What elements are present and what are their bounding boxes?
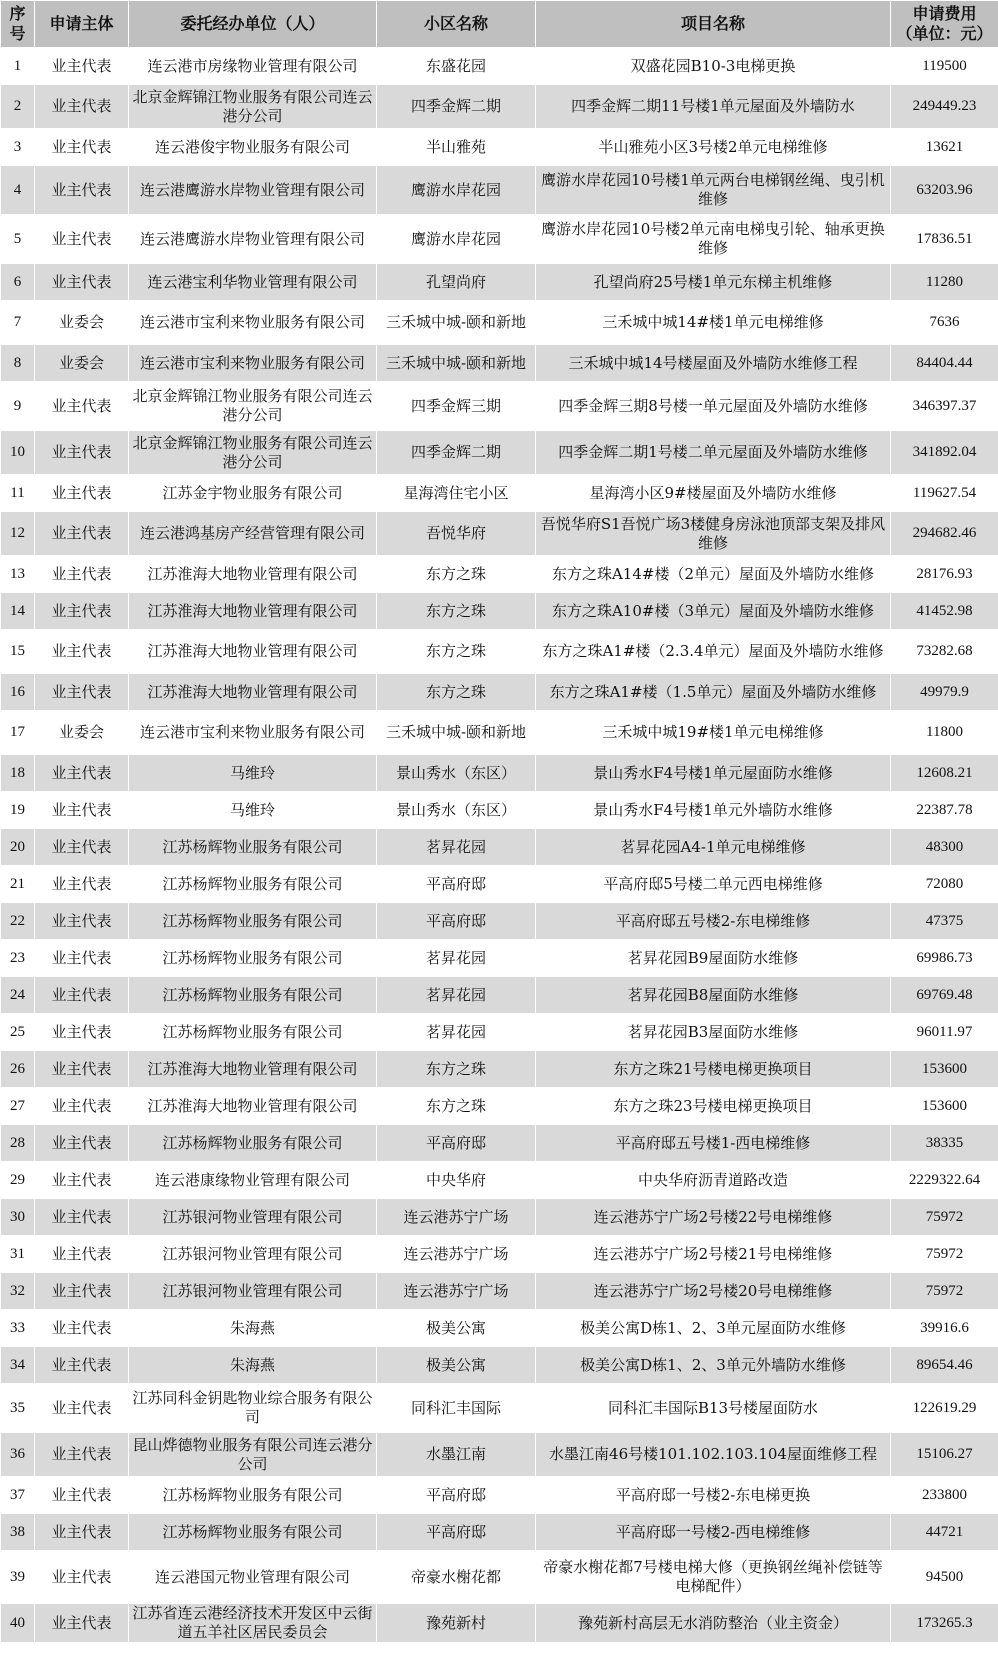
cell-index: 34 [1,1347,35,1384]
cell-applicant: 业主代表 [35,1384,129,1433]
cell-index: 38 [1,1514,35,1551]
cell-community: 茗昇花园 [377,1014,536,1051]
cell-applicant: 业主代表 [35,1551,129,1604]
cell-index: 19 [1,792,35,829]
cell-index: 24 [1,977,35,1014]
table-row [1,1199,998,1236]
cell-index: 33 [1,1310,35,1347]
cell-fee: 11800 [891,711,998,755]
cell-project: 平高府邸一号楼2-东电梯更换 [536,1477,891,1514]
cell-applicant: 业主代表 [35,1310,129,1347]
cell-community: 连云港苏宁广场 [377,1273,536,1310]
cell-project: 东方之珠A1#楼（2.3.4单元）屋面及外墙防水维修 [536,630,891,674]
cell-index: 17 [1,711,35,755]
cell-agent: 连云港国元物业管理有限公司 [129,1551,377,1604]
cell-applicant: 业主代表 [35,1014,129,1051]
cell-applicant: 业主代表 [35,48,129,85]
cell-fee: 73282.68 [891,630,998,674]
cell-community: 四季金辉二期 [377,85,536,129]
table-row [1,792,998,829]
cell-community: 中央华府 [377,1162,536,1199]
cell-fee: 38335 [891,1125,998,1162]
cell-fee: 39916.6 [891,1310,998,1347]
cell-community: 四季金辉二期 [377,431,536,475]
cell-agent: 江苏杨辉物业服务有限公司 [129,977,377,1014]
cell-index: 9 [1,382,35,431]
table-row [1,1014,998,1051]
cell-index: 40 [1,1604,35,1643]
header-fee: 申请费用 （单位：元） [891,1,998,48]
table-row [1,85,998,129]
table-row [1,755,998,792]
cell-fee: 173265.3 [891,1604,998,1643]
cell-index: 27 [1,1088,35,1125]
header-index: 序号 [1,1,35,48]
cell-agent: 连云港市宝利来物业服务有限公司 [129,711,377,755]
cell-agent: 连云港市宝利来物业服务有限公司 [129,345,377,382]
cell-index: 11 [1,475,35,512]
cell-agent: 连云港市宝利来物业服务有限公司 [129,301,377,345]
cell-agent: 北京金辉锦江物业服务有限公司连云港分公司 [129,382,377,431]
table-row [1,264,998,301]
cell-community: 平高府邸 [377,1477,536,1514]
cell-project: 茗昇花园B9屋面防水维修 [536,940,891,977]
cell-project: 孔望尚府25号楼1单元东梯主机维修 [536,264,891,301]
cell-project: 茗昇花园B8屋面防水维修 [536,977,891,1014]
cell-applicant: 业主代表 [35,129,129,166]
cell-index: 37 [1,1477,35,1514]
table-row [1,1433,998,1477]
cell-community: 平高府邸 [377,1514,536,1551]
cell-fee: 11280 [891,264,998,301]
cell-fee: 47375 [891,903,998,940]
cell-agent: 朱海燕 [129,1310,377,1347]
cell-applicant: 业主代表 [35,1051,129,1088]
cell-applicant: 业主代表 [35,630,129,674]
cell-applicant: 业主代表 [35,1477,129,1514]
cell-applicant: 业主代表 [35,215,129,264]
cell-fee: 89654.46 [891,1347,998,1384]
cell-agent: 江苏淮海大地物业管理有限公司 [129,1088,377,1125]
cell-project: 四季金辉二期1号楼二单元屋面及外墙防水维修 [536,431,891,475]
cell-project: 三禾城中城19#楼1单元电梯维修 [536,711,891,755]
cell-index: 26 [1,1051,35,1088]
cell-agent: 江苏杨辉物业服务有限公司 [129,1014,377,1051]
cell-index: 35 [1,1384,35,1433]
cell-index: 12 [1,512,35,556]
cell-project: 星海湾小区9#楼屋面及外墙防水维修 [536,475,891,512]
cell-applicant: 业主代表 [35,1273,129,1310]
cell-fee: 119627.54 [891,475,998,512]
table-row [1,129,998,166]
cell-agent: 连云港康缘物业管理有限公司 [129,1162,377,1199]
cell-applicant: 业主代表 [35,674,129,711]
cell-agent: 连云港俊宇物业服务有限公司 [129,129,377,166]
cell-project: 平高府邸五号楼1-西电梯维修 [536,1125,891,1162]
cell-index: 2 [1,85,35,129]
cell-index: 28 [1,1125,35,1162]
cell-applicant: 业主代表 [35,829,129,866]
table-row [1,1310,998,1347]
cell-project: 水墨江南46号楼101.102.103.104屋面维修工程 [536,1433,891,1477]
cell-agent: 江苏杨辉物业服务有限公司 [129,1514,377,1551]
table-row [1,674,998,711]
table-row [1,48,998,85]
cell-project: 四季金辉三期8号楼一单元屋面及外墙防水维修 [536,382,891,431]
cell-agent: 江苏淮海大地物业管理有限公司 [129,556,377,593]
cell-agent: 江苏淮海大地物业管理有限公司 [129,1051,377,1088]
cell-fee: 69769.48 [891,977,998,1014]
cell-fee: 346397.37 [891,382,998,431]
cell-project: 平高府邸一号楼2-西电梯维修 [536,1514,891,1551]
table-row [1,1273,998,1310]
cell-project: 景山秀水F4号楼1单元外墙防水维修 [536,792,891,829]
cell-index: 6 [1,264,35,301]
header-community: 小区名称 [377,1,536,48]
cell-project: 同科汇丰国际B13号楼屋面防水 [536,1384,891,1433]
cell-index: 7 [1,301,35,345]
cell-community: 东方之珠 [377,1088,536,1125]
table-row [1,1162,998,1199]
cell-fee: 233800 [891,1477,998,1514]
cell-community: 同科汇丰国际 [377,1384,536,1433]
cell-applicant: 业委会 [35,345,129,382]
cell-agent: 连云港鹰游水岸物业管理有限公司 [129,166,377,215]
cell-applicant: 业主代表 [35,1162,129,1199]
cell-fee: 75972 [891,1199,998,1236]
cell-agent: 连云港市房缘物业管理有限公司 [129,48,377,85]
cell-applicant: 业主代表 [35,977,129,1014]
cell-agent: 马维玲 [129,755,377,792]
cell-project: 连云港苏宁广场2号楼22号电梯维修 [536,1199,891,1236]
cell-community: 三禾城中城-颐和新地 [377,301,536,345]
cell-applicant: 业主代表 [35,940,129,977]
table-row [1,866,998,903]
cell-agent: 北京金辉锦江物业服务有限公司连云港分公司 [129,431,377,475]
cell-community: 极美公寓 [377,1310,536,1347]
cell-community: 东方之珠 [377,630,536,674]
cell-agent: 江苏杨辉物业服务有限公司 [129,866,377,903]
cell-project: 极美公寓D栋1、2、3单元屋面防水维修 [536,1310,891,1347]
table-row [1,1236,998,1273]
cell-fee: 119500 [891,48,998,85]
cell-fee: 341892.04 [891,431,998,475]
cell-fee: 69986.73 [891,940,998,977]
cell-project: 极美公寓D栋1、2、3单元外墙防水维修 [536,1347,891,1384]
cell-community: 四季金辉三期 [377,382,536,431]
cell-applicant: 业主代表 [35,593,129,630]
cell-agent: 江苏省连云港经济技术开发区中云街道五羊社区居民委员会 [129,1604,377,1643]
table-row [1,215,998,264]
cell-index: 8 [1,345,35,382]
table-row [1,711,998,755]
header-row [1,1,998,48]
cell-applicant: 业主代表 [35,264,129,301]
cell-community: 豫苑新村 [377,1604,536,1643]
cell-fee: 94500 [891,1551,998,1604]
cell-agent: 江苏金宇物业服务有限公司 [129,475,377,512]
cell-index: 22 [1,903,35,940]
cell-project: 连云港苏宁广场2号楼21号电梯维修 [536,1236,891,1273]
cell-index: 16 [1,674,35,711]
cell-fee: 75972 [891,1236,998,1273]
cell-applicant: 业主代表 [35,792,129,829]
table-row [1,556,998,593]
cell-index: 15 [1,630,35,674]
cell-index: 10 [1,431,35,475]
header-project: 项目名称 [536,1,891,48]
cell-project: 东方之珠21号楼电梯更换项目 [536,1051,891,1088]
cell-project: 东方之珠A1#楼（1.5单元）屋面及外墙防水维修 [536,674,891,711]
cell-applicant: 业主代表 [35,166,129,215]
cell-fee: 7636 [891,301,998,345]
table-row [1,166,998,215]
cell-community: 东方之珠 [377,674,536,711]
cell-fee: 2229322.64 [891,1162,998,1199]
cell-agent: 江苏杨辉物业服务有限公司 [129,1477,377,1514]
cell-community: 连云港苏宁广场 [377,1236,536,1273]
cell-agent: 江苏杨辉物业服务有限公司 [129,1125,377,1162]
table-row [1,1125,998,1162]
cell-applicant: 业主代表 [35,1236,129,1273]
table-row [1,431,998,475]
cell-community: 吾悦华府 [377,512,536,556]
cell-fee: 22387.78 [891,792,998,829]
cell-community: 景山秀水（东区） [377,792,536,829]
cell-community: 三禾城中城-颐和新地 [377,711,536,755]
table-row [1,903,998,940]
table-row [1,1384,998,1433]
cell-agent: 江苏淮海大地物业管理有限公司 [129,593,377,630]
cell-fee: 153600 [891,1051,998,1088]
cell-project: 茗昇花园B3屋面防水维修 [536,1014,891,1051]
cell-index: 1 [1,48,35,85]
cell-index: 13 [1,556,35,593]
cell-applicant: 业主代表 [35,382,129,431]
cell-community: 平高府邸 [377,1125,536,1162]
cell-agent: 北京金辉锦江物业服务有限公司连云港分公司 [129,85,377,129]
cell-fee: 41452.98 [891,593,998,630]
cell-community: 东方之珠 [377,1051,536,1088]
table-row [1,301,998,345]
table-row [1,345,998,382]
cell-agent: 江苏银河物业管理有限公司 [129,1199,377,1236]
cell-applicant: 业委会 [35,301,129,345]
cell-agent: 江苏杨辉物业服务有限公司 [129,940,377,977]
cell-community: 极美公寓 [377,1347,536,1384]
cell-applicant: 业主代表 [35,1347,129,1384]
cell-agent: 朱海燕 [129,1347,377,1384]
cell-index: 29 [1,1162,35,1199]
cell-applicant: 业主代表 [35,866,129,903]
cell-fee: 249449.23 [891,85,998,129]
cell-index: 21 [1,866,35,903]
cell-index: 31 [1,1236,35,1273]
cell-applicant: 业主代表 [35,1125,129,1162]
cell-community: 半山雅苑 [377,129,536,166]
cell-fee: 17836.51 [891,215,998,264]
cell-index: 18 [1,755,35,792]
cell-community: 平高府邸 [377,903,536,940]
cell-agent: 江苏杨辉物业服务有限公司 [129,903,377,940]
cell-community: 东方之珠 [377,556,536,593]
cell-project: 吾悦华府S1吾悦广场3楼健身房泳池顶部支架及排风维修 [536,512,891,556]
table-row [1,1088,998,1125]
cell-fee: 49979.9 [891,674,998,711]
cell-community: 茗昇花园 [377,829,536,866]
cell-agent: 江苏银河物业管理有限公司 [129,1273,377,1310]
cell-index: 23 [1,940,35,977]
cell-project: 中央华府沥青道路改造 [536,1162,891,1199]
cell-project: 豫苑新村高层无水消防整治（业主资金） [536,1604,891,1643]
cell-applicant: 业主代表 [35,512,129,556]
cell-fee: 84404.44 [891,345,998,382]
cell-index: 36 [1,1433,35,1477]
cell-fee: 28176.93 [891,556,998,593]
header-agent: 委托经办单位（人） [129,1,377,48]
cell-agent: 连云港宝利华物业管理有限公司 [129,264,377,301]
cell-index: 25 [1,1014,35,1051]
cell-applicant: 业主代表 [35,903,129,940]
cell-applicant: 业主代表 [35,1604,129,1643]
cell-project: 帝豪水榭花都7号楼电梯大修（更换钢丝绳补偿链等电梯配件） [536,1551,891,1604]
table-body [1,48,998,1643]
table-row [1,1051,998,1088]
cell-index: 30 [1,1199,35,1236]
cell-fee: 96011.97 [891,1014,998,1051]
cell-community: 鹰游水岸花园 [377,215,536,264]
cell-index: 32 [1,1273,35,1310]
cell-applicant: 业主代表 [35,1199,129,1236]
cell-agent: 昆山烨德物业服务有限公司连云港分公司 [129,1433,377,1477]
cell-fee: 48300 [891,829,998,866]
cell-project: 鹰游水岸花园10号楼1单元两台电梯钢丝绳、曳引机维修 [536,166,891,215]
cell-applicant: 业主代表 [35,1088,129,1125]
cell-index: 39 [1,1551,35,1604]
table-row [1,977,998,1014]
cell-index: 5 [1,215,35,264]
cell-project: 东方之珠23号楼电梯更换项目 [536,1088,891,1125]
cell-fee: 12608.21 [891,755,998,792]
table-row [1,1347,998,1384]
cell-community: 景山秀水（东区） [377,755,536,792]
cell-agent: 连云港鹰游水岸物业管理有限公司 [129,215,377,264]
cell-agent: 江苏淮海大地物业管理有限公司 [129,630,377,674]
cell-project: 双盛花园B10-3电梯更换 [536,48,891,85]
cell-agent: 江苏淮海大地物业管理有限公司 [129,674,377,711]
table-row [1,630,998,674]
table-row [1,1477,998,1514]
cell-project: 平高府邸五号楼2-东电梯维修 [536,903,891,940]
cell-community: 星海湾住宅小区 [377,475,536,512]
cell-index: 20 [1,829,35,866]
cell-community: 鹰游水岸花园 [377,166,536,215]
cell-community: 平高府邸 [377,866,536,903]
table-row [1,940,998,977]
cell-fee: 63203.96 [891,166,998,215]
cell-fee: 72080 [891,866,998,903]
cell-applicant: 业主代表 [35,755,129,792]
cell-agent: 江苏同科金钥匙物业综合服务有限公司 [129,1384,377,1433]
cell-agent: 连云港鸿基房产经营管理有限公司 [129,512,377,556]
cell-project: 茗昇花园A4-1单元电梯维修 [536,829,891,866]
cell-project: 鹰游水岸花园10号楼2单元南电梯曳引轮、轴承更换维修 [536,215,891,264]
cell-project: 三禾城中城14#楼1单元电梯维修 [536,301,891,345]
cell-community: 水墨江南 [377,1433,536,1477]
cell-project: 连云港苏宁广场2号楼20号电梯维修 [536,1273,891,1310]
cell-applicant: 业主代表 [35,85,129,129]
cell-applicant: 业委会 [35,711,129,755]
cell-community: 东盛花园 [377,48,536,85]
table-row [1,1551,998,1604]
cell-applicant: 业主代表 [35,475,129,512]
cell-fee: 122619.29 [891,1384,998,1433]
table-row [1,382,998,431]
table-row [1,829,998,866]
cell-community: 三禾城中城-颐和新地 [377,345,536,382]
cell-agent: 江苏杨辉物业服务有限公司 [129,829,377,866]
cell-project: 三禾城中城14号楼屋面及外墙防水维修工程 [536,345,891,382]
cell-fee: 44721 [891,1514,998,1551]
cell-community: 孔望尚府 [377,264,536,301]
table-row [1,593,998,630]
cell-community: 连云港苏宁广场 [377,1199,536,1236]
header-applicant: 申请主体 [35,1,129,48]
cell-index: 14 [1,593,35,630]
cell-index: 4 [1,166,35,215]
cell-project: 东方之珠A10#楼（3单元）屋面及外墙防水维修 [536,593,891,630]
cell-project: 东方之珠A14#楼（2单元）屋面及外墙防水维修 [536,556,891,593]
cell-project: 平高府邸5号楼二单元西电梯维修 [536,866,891,903]
cell-agent: 江苏银河物业管理有限公司 [129,1236,377,1273]
cell-community: 茗昇花园 [377,977,536,1014]
cell-fee: 15106.27 [891,1433,998,1477]
cell-applicant: 业主代表 [35,431,129,475]
cell-applicant: 业主代表 [35,1433,129,1477]
table-row [1,1514,998,1551]
cell-community: 帝豪水榭花都 [377,1551,536,1604]
table-row [1,1604,998,1643]
table-row [1,475,998,512]
cell-project: 半山雅苑小区3号楼2单元电梯维修 [536,129,891,166]
cell-applicant: 业主代表 [35,1514,129,1551]
cell-index: 3 [1,129,35,166]
table-row [1,512,998,556]
cell-fee: 75972 [891,1273,998,1310]
cell-community: 东方之珠 [377,593,536,630]
cell-project: 景山秀水F4号楼1单元屋面防水维修 [536,755,891,792]
cell-fee: 153600 [891,1088,998,1125]
cell-project: 四季金辉二期11号楼1单元屋面及外墙防水 [536,85,891,129]
cell-fee: 13621 [891,129,998,166]
cell-community: 茗昇花园 [377,940,536,977]
cell-agent: 马维玲 [129,792,377,829]
cell-fee: 294682.46 [891,512,998,556]
cell-applicant: 业主代表 [35,556,129,593]
